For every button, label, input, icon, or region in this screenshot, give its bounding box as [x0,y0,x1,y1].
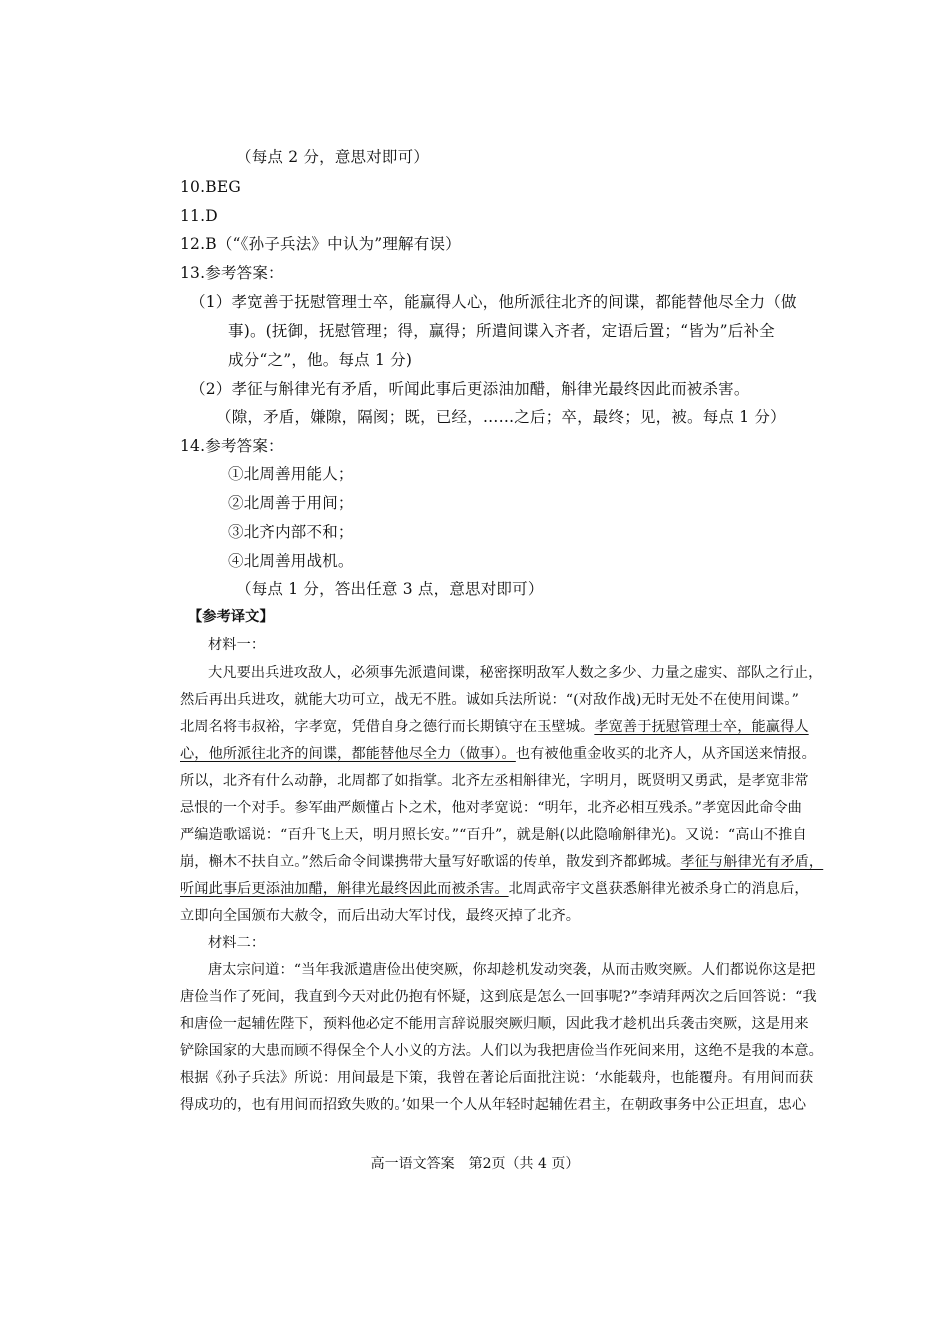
underlined-answer-text: 孝征与斛律光有矛盾， [680,854,824,870]
paragraph-line: 大凡要出兵进攻敌人，必须事先派遣间谍，秘密探明敌军人数之多少、力量之虚实、部队之行止， [208,665,823,681]
q13-part1-line2: 事)。(抚御，抚慰管理；得，赢得；所遣间谍入齐者，定语后置；“皆为”后补全 [228,322,775,340]
paragraph-line: 唐太宗问道：“当年我派遣唐俭出使突厥，你却趁机发动突袭，从而击败突厥。人们都说你这是把 [208,962,816,978]
paragraph-line: 铲除国家的大患而顾不得保全个人小义的方法。人们以为我把唐俭当作死间来用，这绝不是我的本意。 [180,1043,823,1059]
paragraph-line: 心，他所派往北齐的间谍，都能替他尽全力（做事）。也有被他重金收买的北齐人，从齐国送来情报。 [180,746,816,762]
q10-answer: 10.BEG [180,178,241,196]
paragraph-line: 听闻此事后更添油加醋，斛律光最终因此而被杀害。北周武帝宇文邕获悉斛律光被杀身亡的消息后， [180,881,809,897]
paragraph-line: 所以，北齐有什么动静，北周都了如指掌。北齐左丞相斛律光，字明月，既贤明又勇武，是孝宽非常 [180,773,809,789]
paragraph-line: 和唐俭一起辅佐陛下，预料他必定不能用言辞说服突厥归顺，因此我才趁机出兵袭击突厥，这是用来 [180,1016,809,1032]
paragraph-line: 崩，槲木不扶自立。”然后命令间谍携带大量写好歌谣的传单，散发到齐都邺城。孝征与斛律光有矛盾， [180,854,824,870]
translation-heading: 【参考译文】 [188,609,274,625]
q12-answer: 12.B（“《孙子兵法》中认为”理解有误） [180,235,461,253]
q14-note: （每点 1 分，答出任意 3 点，意思对即可） [236,580,544,598]
paragraph-line: 然后再出兵进攻，就能大功可立，战无不胜。诚如兵法所说：“(对敌作战)无时无处不在使用间谍。” [180,692,799,708]
underlined-answer-text: 听闻此事后更添油加醋，斛律光最终因此而被杀害。 [180,881,509,897]
paragraph-line: 忌恨的一个对手。参军曲严颇懂占卜之术，他对孝宽说：“明年，北齐必相互残杀。”孝宽因此命令曲 [180,800,802,816]
paragraph-line: 唐俭当作了死间，我直到今天对此仍抱有怀疑，这到底是怎么一回事呢?”李靖拜两次之后回答说：“我 [180,989,817,1005]
paragraph-line: 严编造歌谣说：“百升飞上天，明月照长安。”“百升”，就是斛(以此隐喻斛律光)。又说：“高山不推自 [180,827,807,843]
q13-part1-line3: 成分“之”，他。每点 1 分) [228,351,413,369]
q9-note: （每点 2 分，意思对即可） [236,148,430,166]
material-one-label: 材料一： [208,637,266,653]
q13-part2-line2: （隙，矛盾，嫌隙，隔阂；既，已经，……之后；卒，最终；见，被。每点 1 分） [216,408,786,426]
q13-part1-line1: （1）孝宽善于抚慰管理士卒，能赢得人心，他所派往北齐的间谍，都能替他尽全力（做 [190,293,797,311]
underlined-answer-text: 孝宽善于抚慰管理士卒，能赢得人 [594,719,809,735]
page-footer: 高一语文答案 第2页（共 4 页） [370,1156,580,1172]
paragraph-line: 得成功的，也有用间而招致失败的。’如果一个人从年轻时起辅佐君主，在朝政事务中公正坦直，忠心 [180,1097,807,1113]
paragraph-line: 根据《孙子兵法》所说：用间最是下策，我曾在著论后面批注说：‘水能载舟，也能覆舟。有用间而获 [180,1070,814,1086]
q14-point: ④北周善用战机。 [228,552,354,570]
paragraph-line: 北周名将韦叔裕，字孝宽，凭借自身之德行而长期镇守在玉壁城。孝宽善于抚慰管理士卒，能赢得人 [180,719,809,735]
q14-heading: 14.参考答案： [180,437,284,455]
q13-part2-line1: （2）孝征与斛律光有矛盾，听闻此事后更添油加醋，斛律光最终因此而被杀害。 [190,380,750,398]
q14-point: ①北周善用能人； [228,465,354,483]
q14-point: ③北齐内部不和； [228,523,354,541]
underlined-answer-text: 心，他所派往北齐的间谍，都能替他尽全力（做事）。 [180,746,516,762]
paragraph-line: 立即向全国颁布大赦令，而后出动大军讨伐，最终灭掉了北齐。 [180,908,581,924]
q11-answer: 11.D [180,207,218,225]
material-two-label: 材料二： [208,935,266,951]
q13-heading: 13.参考答案： [180,264,284,282]
q14-point: ②北周善于用间； [228,494,354,512]
